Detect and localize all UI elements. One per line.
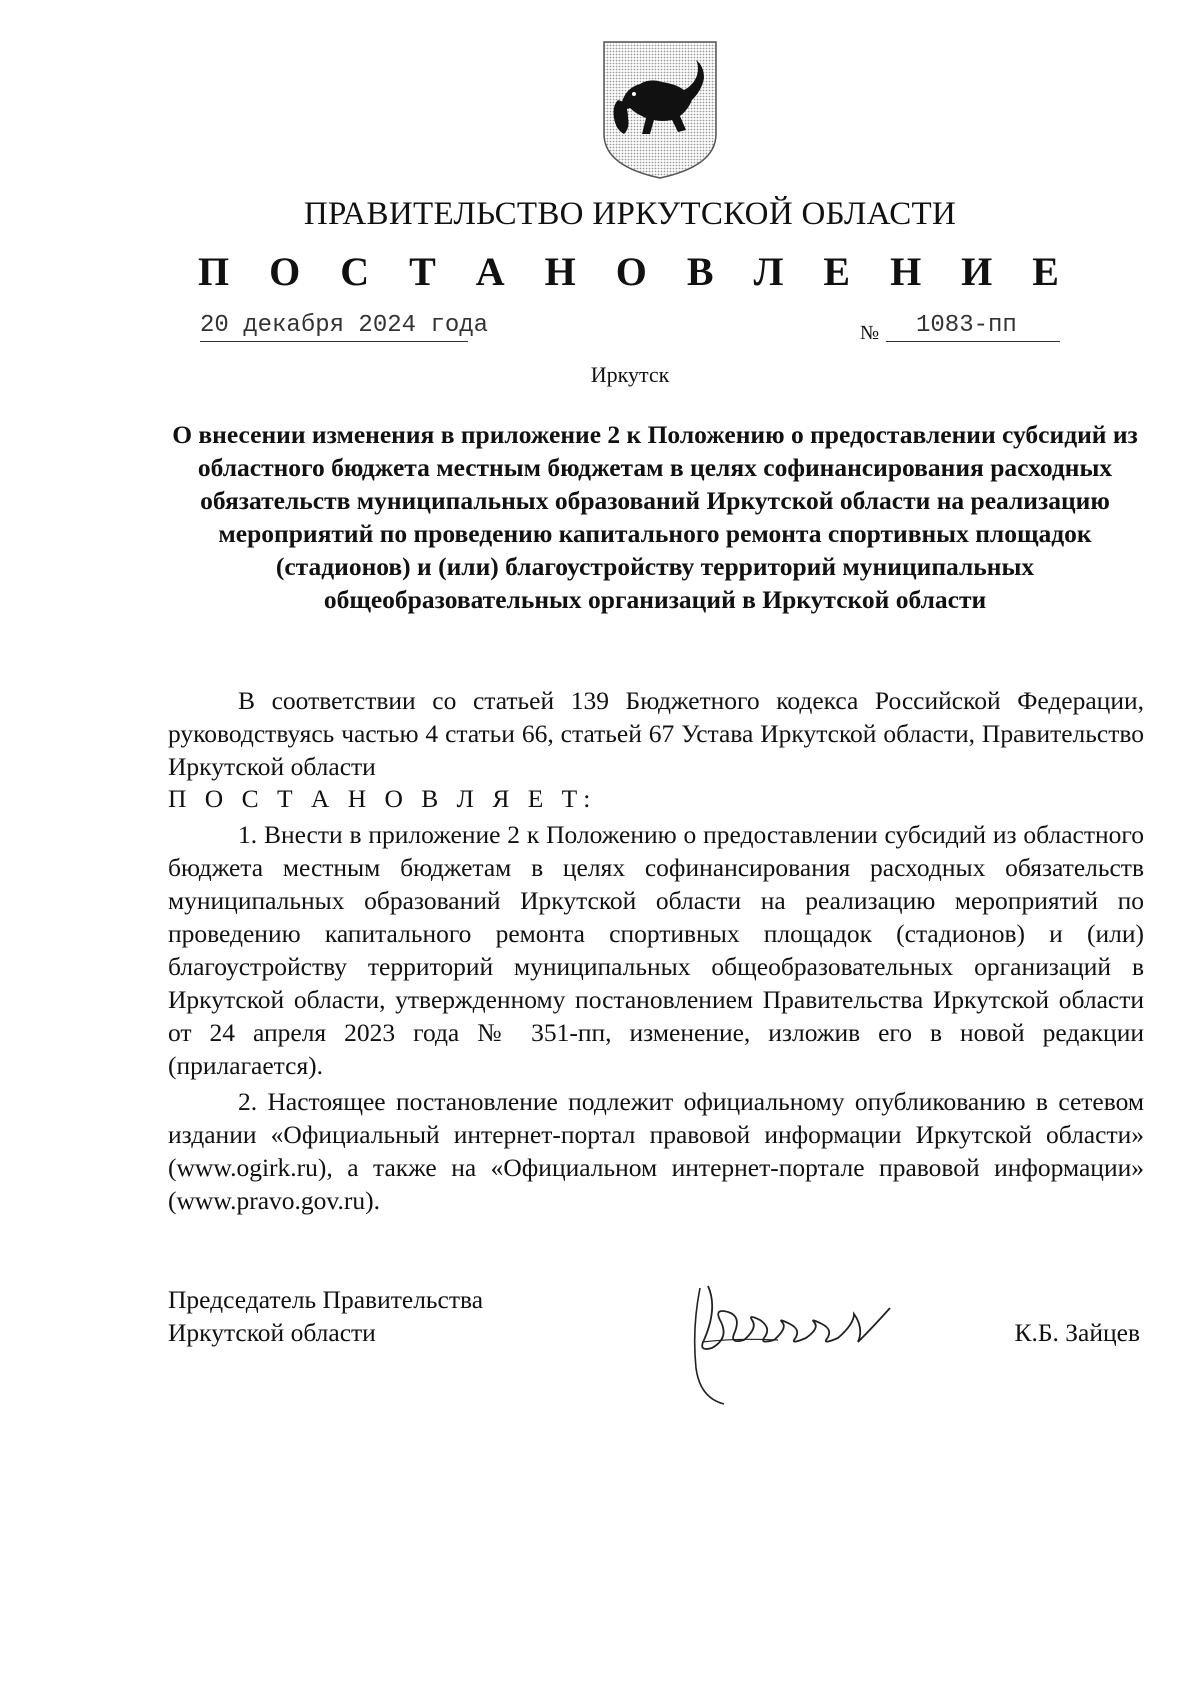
signer-name: К.Б. Зайцев — [1014, 1318, 1140, 1347]
handwritten-signature-icon — [678, 1268, 928, 1408]
resolves-heading: П О С Т А Н О В Л Я Е Т: — [168, 784, 597, 813]
document-number: 1083-пп — [886, 312, 1060, 342]
signer-position — [168, 1283, 483, 1349]
number-sign: № — [860, 322, 880, 344]
government-name: ПРАВИТЕЛЬСТВО ИРКУТСКОЙ ОБЛАСТИ — [303, 196, 957, 232]
document-date: 20 декабря 2024 года — [200, 312, 468, 342]
coat-of-arms-icon — [600, 38, 720, 180]
city-name: Иркутск — [590, 362, 670, 387]
document-title: О внесении изменения в приложение 2 к Положению о предоставлении субсидий из областного бюджета местным бюджетам в целях софинансирования расходных обязательств муниципальных образований Иркутской области на реализацию мероприятий по проведению капитального ремонта спортивных площадок (стадионов) и (или) благоустройству территорий муниципальных общеобразовательных организаций в Иркутской области — [172, 420, 1138, 614]
preamble-paragraph: В соответствии со статьей 139 Бюджетного кодекса Российской Федерации, руководствуясь частью 4 статьи 66, статьей 67 Устава Иркутской области, Правительство Иркутской области — [168, 686, 1144, 781]
signer-position-line-2: Иркутской области — [168, 1318, 376, 1347]
document-type: П О С Т А Н О В Л Е Н И Е — [198, 249, 1074, 294]
item-2-paragraph: 2. Настоящее постановление подлежит официальному опубликованию в сетевом издании «Официальный интернет-портал правовой информации Иркутской области» (www.ogirk.ru), а также на «Официальном интернет-портале правовой информации» (www.pravo.gov.ru). — [168, 1087, 1144, 1215]
signer-position-line-1: Председатель Правительства — [168, 1285, 484, 1314]
item-1-paragraph: 1. Внести в приложение 2 к Положению о предоставлении субсидий из областного бюджета местным бюджетам в целях софинансирования расходных обязательств муниципальных образований Иркутской области на реализацию мероприятий по проведению капитального ремонта спортивных площадок (стадионов) и (или) благоустройству территорий муниципальных общеобразовательных организаций в Иркутской области, утвержденному постановлением Правительства Иркутской области от 24 апреля 2023 года № 351-пп, изменение, изложив его в новой редакции (прилагается). — [168, 820, 1144, 1080]
document-number-block — [860, 312, 1060, 348]
